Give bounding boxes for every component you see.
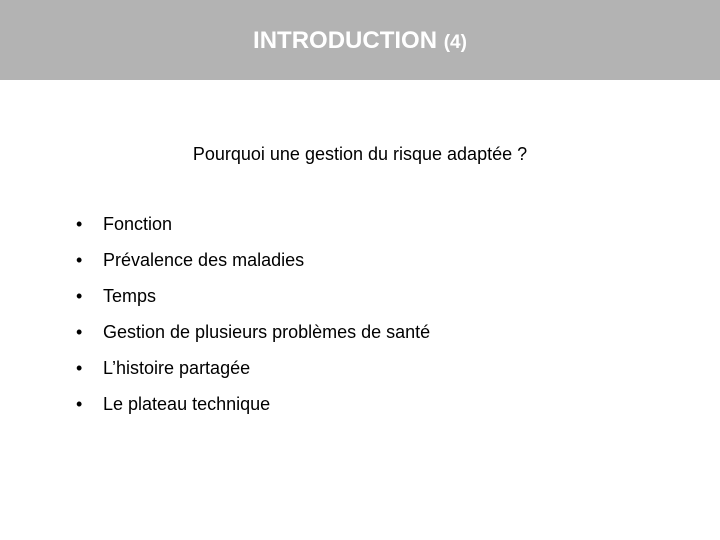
bullet-text: Fonction	[103, 214, 173, 234]
title-bar	[0, 0, 720, 80]
bullet-icon: •	[76, 250, 83, 270]
slide-subtitle: Pourquoi une gestion du risque adaptée ?	[192, 144, 528, 164]
bullet-text: L’histoire partagée	[103, 358, 251, 378]
bullet-icon: •	[76, 394, 83, 414]
bullet-icon: •	[76, 322, 83, 342]
slide-title-number: (4)	[443, 32, 467, 53]
bullet-icon: •	[76, 286, 83, 306]
slide-title	[0, 26, 720, 58]
slide-title-main: INTRODUCTION	[253, 27, 438, 54]
bullet-text: Le plateau technique	[103, 394, 271, 414]
bullet-text: Prévalence des maladies	[103, 250, 305, 270]
bullet-icon: •	[76, 214, 83, 234]
bullet-text: Temps	[103, 286, 157, 306]
bullet-icon: •	[76, 358, 83, 378]
bullet-text: Gestion de plusieurs problèmes de santé	[103, 322, 431, 342]
